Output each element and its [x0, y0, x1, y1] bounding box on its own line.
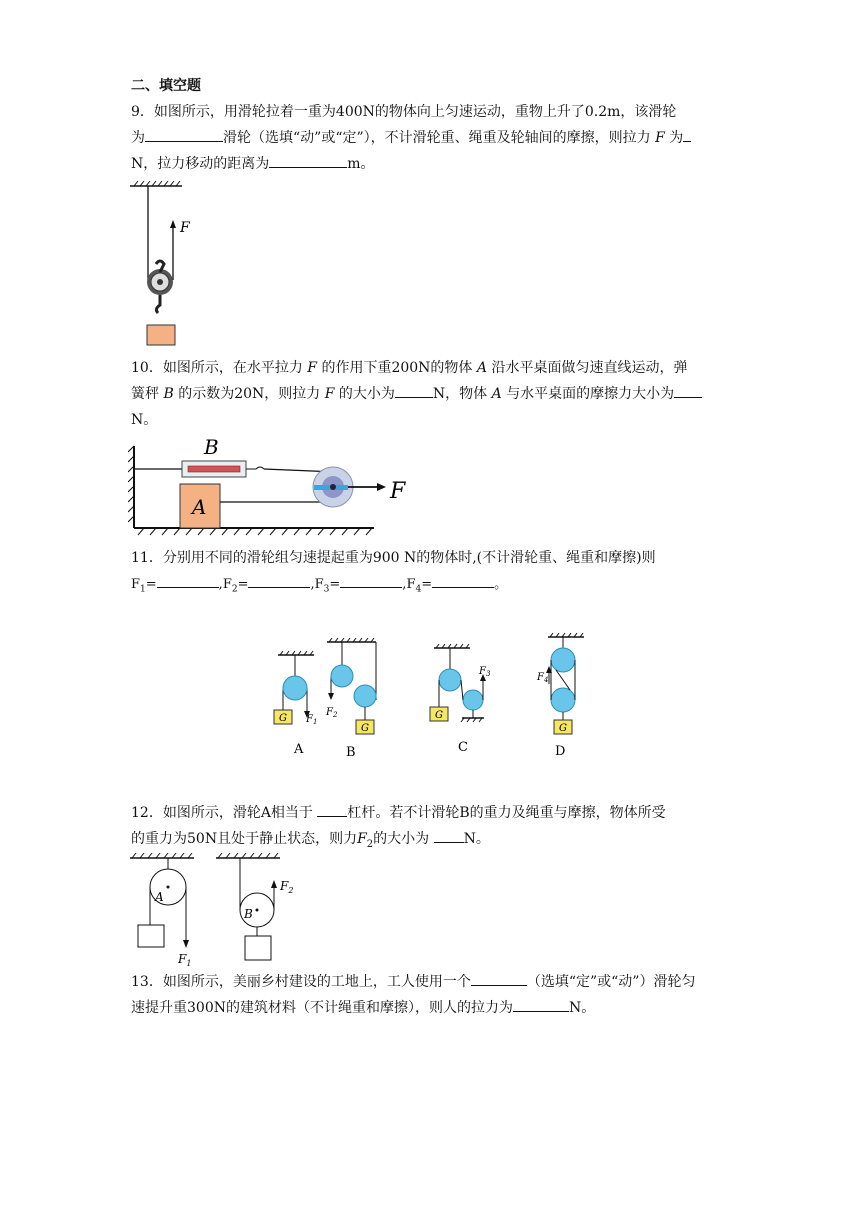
q10-blank-1[interactable] [395, 381, 433, 398]
svg-text:B: B [204, 435, 219, 459]
svg-text:D: D [555, 744, 566, 759]
q12-line-1: 12．如图所示，滑轮A相当于 杠杆。若不计滑轮B的重力及绳重与摩擦，物体所受 [131, 800, 731, 826]
q9-blank-1[interactable] [145, 125, 223, 142]
q11-blank-f4[interactable] [432, 571, 494, 588]
question-10 [131, 355, 731, 433]
q12-pulley-figure [130, 852, 310, 967]
q13-blank-1[interactable] [471, 969, 527, 986]
svg-text:B: B [244, 907, 253, 921]
svg-text:C: C [458, 740, 468, 755]
q10-line-2: 簧秤 B 的示数为20N，则拉力 F 的大小为 N，物体 A 与水平桌面的摩擦力大小为 [131, 381, 731, 407]
q9-line-1: 9．如图所示，用滑轮拉着一重为400N的物体向上匀速运动，重物上升了0.2m，该滑轮 [131, 104, 677, 120]
q11-blank-f3[interactable] [340, 571, 402, 588]
q11-line-2: $F_1= ,F_2= ,F_3= ,F_4=$ 。 [131, 571, 731, 603]
q9-blank-2[interactable] [683, 125, 691, 142]
q10-blank-2[interactable] [674, 381, 702, 398]
question-13 [131, 969, 731, 1021]
q13-blank-2[interactable] [513, 995, 569, 1012]
q9-movable-pulley-figure [130, 180, 200, 350]
svg-text:F2: $F_2$ [326, 707, 338, 719]
svg-text:F3: $F_3$ [479, 666, 491, 678]
svg-text:G: G [361, 723, 369, 734]
q9-line-2: 为 滑轮（选填“动”或“定”），不计滑轮重、绳重及轮轴间的摩擦，则拉力 F 为 [131, 125, 731, 151]
svg-text:A: A [294, 742, 304, 757]
q11-figure-a [274, 651, 317, 757]
svg-text:F1: $F_1$ [178, 952, 192, 967]
svg-text:F: F [390, 479, 406, 504]
svg-text:A: A [155, 890, 164, 904]
q13-line-1: 13．如图所示，美丽乡村建设的工地上，工人使用一个 （选填“定”或“动”）滑轮匀 [131, 969, 731, 995]
q10-line-3: N。 [131, 412, 158, 428]
q11-blank-f2[interactable] [248, 571, 310, 588]
svg-text:F2: $F_2$ [280, 879, 294, 895]
q12-blank-2[interactable] [434, 826, 464, 843]
svg-text:A: A [192, 495, 207, 519]
q11-figure-b [325, 638, 376, 760]
svg-text:F: F [180, 220, 190, 236]
q11-pulley-systems-figure [270, 630, 590, 765]
q13-line-2: 速提升重300N的建筑材料（不计绳重和摩擦），则人的拉力为 N。 [131, 995, 731, 1021]
question-11 [131, 545, 731, 603]
svg-text:F1: $F_1$ [306, 714, 318, 726]
section-title: 二、填空题 [131, 78, 201, 94]
svg-text:B: B [346, 745, 356, 760]
q9-blank-3[interactable] [269, 151, 347, 168]
q12-line-2: 的重力为50N且处于静止状态，则力$F_2$的大小为 N。 [131, 826, 731, 858]
svg-text:G: G [435, 710, 443, 721]
q11-figure-d [536, 633, 584, 759]
q9-line-3: N，拉力移动的距离为 m。 [131, 151, 731, 177]
q11-blank-f1[interactable] [157, 571, 219, 588]
svg-text:G: G [279, 713, 287, 724]
svg-text:G: G [559, 723, 567, 734]
q12-blank-1[interactable] [317, 800, 347, 817]
q11-line-1: 11．分别用不同的滑轮组匀速提起重为900 N的物体时,(不计滑轮重、绳重和摩擦)则 [131, 550, 656, 566]
q10-line-1: 10．如图所示，在水平拉力 F 的作用下重200N的物体 A 沿水平桌面做匀速直线运动，弹 [131, 360, 688, 376]
q10-spring-scale-figure [128, 432, 418, 536]
question-9 [131, 99, 731, 177]
q11-figure-c [430, 644, 491, 755]
question-12 [131, 800, 731, 858]
svg-text:F4: $F_4$ [537, 672, 549, 684]
